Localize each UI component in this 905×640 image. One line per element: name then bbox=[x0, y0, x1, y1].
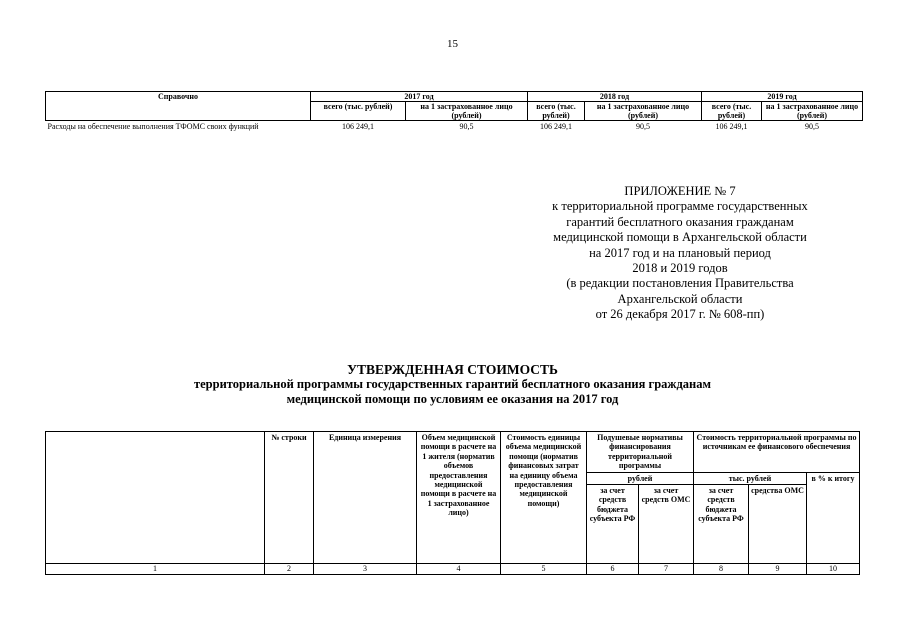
unit-cost-header: Стоимость единицы объема медицинской помощи (норматив финансовых затрат на единицу объема предоставления медицинской помощи) bbox=[501, 432, 587, 564]
column-number: 9 bbox=[749, 564, 807, 575]
appendix-line: от 26 декабря 2017 г. № 608-пп) bbox=[595, 307, 765, 322]
cell-value: 90,5 bbox=[459, 122, 474, 131]
col-per-insured-header: на 1 застрахованное лицо (рублей) bbox=[585, 102, 702, 121]
col-per-insured-header: на 1 застрахованное лицо (рублей) bbox=[406, 102, 528, 121]
thousand-rubles-header: тыс. рублей bbox=[694, 472, 807, 484]
oms-header: за счет средств ОМС bbox=[639, 485, 694, 564]
year-header: 2018 год bbox=[528, 92, 702, 102]
unit-header: Единица измерения bbox=[314, 432, 417, 564]
reference-table bbox=[45, 91, 863, 131]
budget-header: за счет средств бюджета субъекта РФ bbox=[694, 485, 749, 564]
column-number: 6 bbox=[587, 564, 639, 575]
document-title bbox=[0, 362, 905, 407]
cell-value: 90,5 bbox=[805, 122, 819, 131]
appendix-line: медицинской помощи в Архангельской области bbox=[553, 230, 807, 245]
appendix-line: к территориальной программе государственных bbox=[552, 199, 808, 214]
row-number-header: № строки bbox=[265, 432, 314, 564]
column-number: 3 bbox=[314, 564, 417, 575]
table-row bbox=[46, 121, 863, 132]
column-number: 4 bbox=[417, 564, 501, 575]
cell-value: 106 249,1 bbox=[715, 122, 748, 131]
column-number: 5 bbox=[501, 564, 587, 575]
year-header: 2019 год bbox=[702, 92, 863, 102]
title-line: медицинской помощи по условиям ее оказания на 2017 год bbox=[286, 392, 619, 406]
col-total-header: всего (тыс. рублей) bbox=[528, 102, 585, 121]
row-label: Расходы на обеспечение выполнения ТФОМС своих функций bbox=[47, 122, 259, 131]
title-line: УТВЕРЖДЕННАЯ СТОИМОСТЬ bbox=[347, 362, 558, 377]
column-numbers-row bbox=[46, 564, 860, 575]
appendix-line: на 2017 год и на плановый период bbox=[589, 245, 771, 260]
oms-funds-header: средства ОМС bbox=[749, 485, 807, 564]
col-total-header: всего (тыс. рублей) bbox=[702, 102, 762, 121]
column-number: 1 bbox=[46, 564, 265, 575]
appendix-line: (в редакции постановления Правительства bbox=[566, 276, 794, 291]
reference-caption: Справочно bbox=[46, 92, 311, 121]
cost-table bbox=[45, 431, 860, 575]
title-line: территориальной программы государственных гарантий бесплатного оказания гражданам bbox=[193, 377, 711, 391]
appendix-line: гарантий бесплатного оказания гражданам bbox=[566, 214, 794, 229]
col-total-header: всего (тыс. рублей) bbox=[311, 102, 406, 121]
year-header: 2017 год bbox=[311, 92, 528, 102]
column-number: 2 bbox=[265, 564, 314, 575]
column-number: 7 bbox=[639, 564, 694, 575]
volume-header: Объем медицинской помощи в расчете на 1 жителя (норматив объемов предоставления медицинской помощи в расчете на 1 застрахованное лицо) bbox=[417, 432, 501, 564]
appendix-line: Архангельской области bbox=[617, 291, 743, 306]
col-per-insured-header: на 1 застрахованное лицо (рублей) bbox=[762, 102, 863, 121]
appendix-line: 2018 и 2019 годов bbox=[632, 261, 728, 276]
column-number: 8 bbox=[694, 564, 749, 575]
rubles-header: рублей bbox=[587, 472, 694, 484]
appendix-line: ПРИЛОЖЕНИЕ № 7 bbox=[624, 184, 736, 198]
percent-header: в % к итогу bbox=[807, 472, 860, 563]
cell-value: 90,5 bbox=[636, 122, 650, 131]
cell-value: 106 249,1 bbox=[342, 122, 374, 131]
program-cost-header: Стоимость территориальной программы по источникам ее финансового обеспечения bbox=[694, 432, 860, 473]
page-number: 15 bbox=[447, 38, 458, 50]
blank-header-cell bbox=[46, 432, 265, 564]
budget-header: за счет средств бюджета субъекта РФ bbox=[587, 485, 639, 564]
per-capita-header: Подушевые нормативы финансирования территориальной программы bbox=[587, 432, 694, 473]
appendix-header bbox=[470, 184, 890, 323]
column-number: 10 bbox=[807, 564, 860, 575]
cell-value: 106 249,1 bbox=[540, 122, 572, 131]
